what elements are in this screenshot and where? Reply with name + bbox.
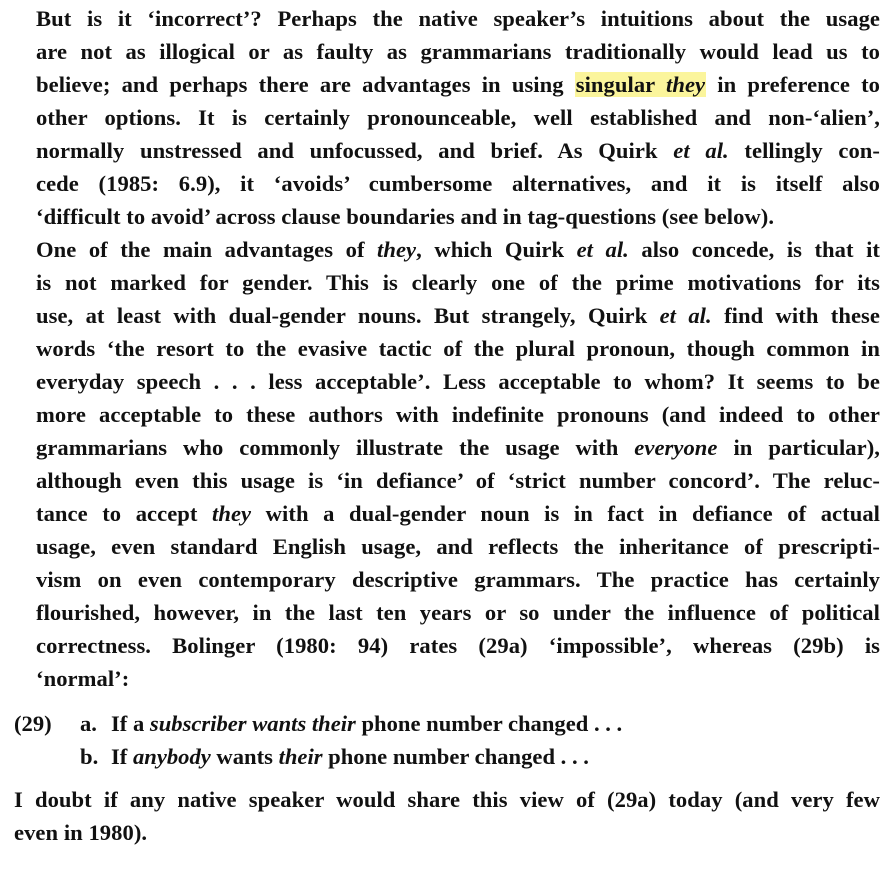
text-fragment: find with these — [711, 303, 880, 328]
text-fragment: tance to accept — [36, 501, 213, 526]
text-fragment: tellingly con- — [744, 138, 880, 163]
highlighted-phrase — [575, 72, 706, 97]
text-line: are not as illogical or as faulty as grammarians traditionally would lead us to — [36, 39, 880, 64]
italic-text: their — [278, 744, 323, 769]
example-number: (29) — [14, 711, 52, 736]
paragraph-3 — [14, 783, 880, 849]
text-fragment: believe; and perhaps there are advantages in using — [36, 72, 575, 97]
text-line: flourished, however, in the last ten years or so under the influence of political — [36, 600, 880, 625]
text-line — [14, 299, 880, 332]
italic-text: anybody — [132, 744, 211, 769]
text-fragment: One of the main advantages of — [36, 237, 378, 262]
text-line: correctness. Bolinger (1980: 94) rates (29a) ‘impossible’, whereas (29b) is — [36, 633, 880, 658]
text-fragment: in preference to — [706, 72, 881, 97]
example-29 — [14, 707, 880, 773]
text-fragment: in particular), — [717, 435, 880, 460]
italic-text: subscriber wants their — [149, 711, 356, 736]
italic-text: they — [212, 501, 252, 526]
text-line: is not marked for gender. This is clearly one of the prime motivations for its — [36, 270, 880, 295]
text-line: ‘difficult to avoid’ across clause boundaries and in tag-questions (see below). — [36, 204, 775, 229]
text-line: usage, even standard English usage, and reflects the inheritance of prescripti- — [36, 534, 880, 559]
text-line: cede (1985: 6.9), it ‘avoids’ cumbersome alternatives, and it is itself also — [36, 171, 880, 196]
example-letter: a. — [80, 711, 97, 736]
example-item-b — [14, 740, 880, 773]
text-fragment: If — [111, 744, 133, 769]
text-line: I doubt if any native speaker would share this view of (29a) today (and very few — [14, 787, 880, 812]
text-fragment: If a — [111, 711, 150, 736]
text-fragment: , which Quirk — [416, 237, 577, 262]
highlight-text: singular — [575, 72, 667, 97]
text-line: everyday speech . . . less acceptable’. Less acceptable to whom? It seems to be — [36, 369, 880, 394]
text-line — [14, 431, 880, 464]
example-sentence — [111, 740, 589, 773]
document-page — [14, 2, 880, 849]
text-fragment: normally unstressed and unfocussed, and brief. As Quirk — [36, 138, 658, 163]
text-fragment: wants — [210, 744, 279, 769]
italic-text: they — [377, 237, 417, 262]
text-line: other options. It is certainly pronounceable, well established and non-‘alien’, — [36, 105, 880, 130]
italic-text: everyone — [634, 435, 718, 460]
example-sentence — [111, 707, 622, 740]
text-line — [14, 497, 880, 530]
paragraph-2 — [14, 233, 880, 695]
text-line — [14, 68, 880, 101]
example-item-a — [14, 707, 880, 740]
text-line: ‘normal’: — [36, 666, 130, 691]
text-line: more acceptable to these authors with indefinite pronouns (and indeed to other — [36, 402, 880, 427]
example-letter: b. — [80, 744, 99, 769]
paragraph-1 — [14, 2, 880, 233]
text-line — [14, 233, 880, 266]
text-line: words ‘the resort to the evasive tactic of the plural pronoun, though common in — [36, 336, 880, 361]
text-line: even in 1980). — [14, 820, 148, 845]
text-fragment: phone number changed . . . — [322, 744, 589, 769]
text-fragment: phone number changed . . . — [355, 711, 623, 736]
text-line: But is it ‘incorrect’? Perhaps the native speaker’s intuitions about the usage — [36, 6, 880, 31]
text-line: although even this usage is ‘in defiance’ of ‘strict number concord’. The reluc- — [36, 468, 880, 493]
text-fragment: also concede, is that it — [628, 237, 880, 262]
text-line: vism on even contemporary descriptive grammars. The practice has certainly — [36, 567, 880, 592]
text-line — [14, 134, 880, 167]
text-fragment: with a dual-gender noun is in fact in defiance of actual — [251, 501, 880, 526]
italic-text: et al. — [673, 138, 729, 163]
italic-text: et al. — [576, 237, 629, 262]
text-fragment: use, at least with dual-gender nouns. But strangely, Quirk — [36, 303, 660, 328]
text-fragment: grammarians who commonly illustrate the usage with — [36, 435, 635, 460]
highlight-italic-text: they — [666, 72, 706, 97]
italic-text: et al. — [659, 303, 712, 328]
